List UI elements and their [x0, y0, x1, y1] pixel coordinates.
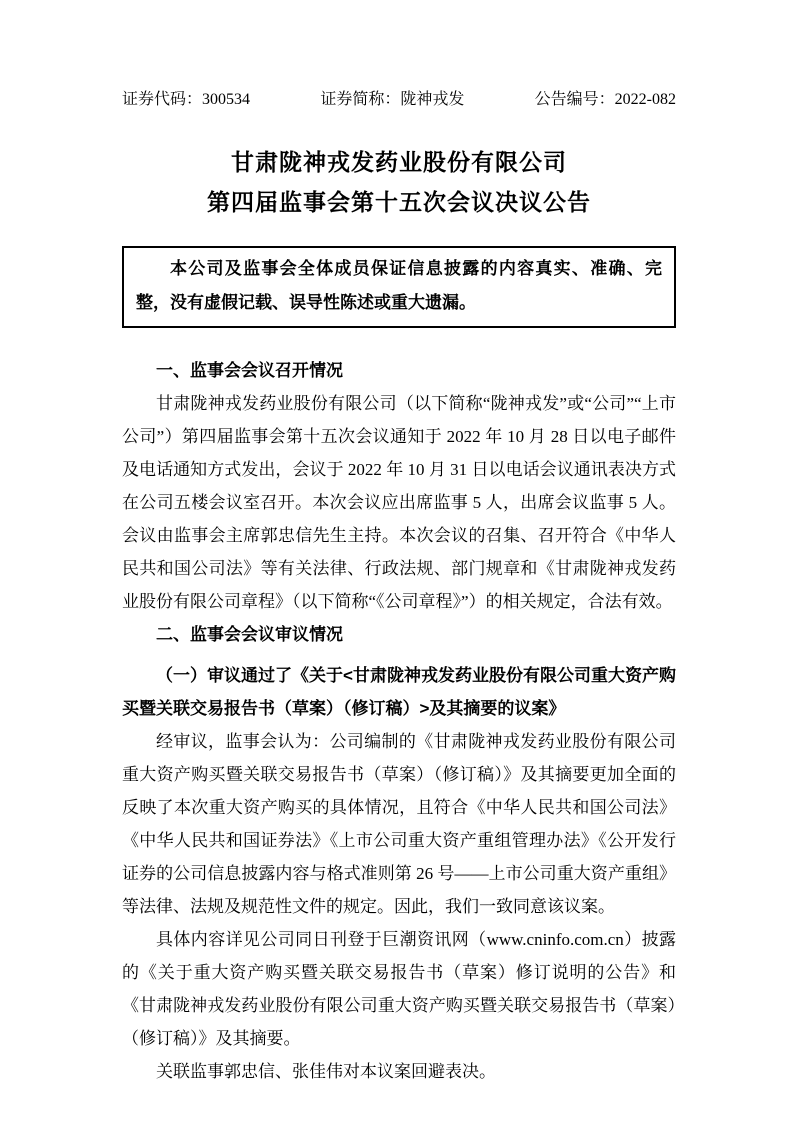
item-1-heading: （一）审议通过了《关于<甘肃陇神戎发药业股份有限公司重大资产购买暨关联交易报告书（草案）（修订稿）>及其摘要的议案》 [122, 666, 676, 718]
disclaimer-box [122, 246, 676, 328]
document-meta-row [122, 90, 676, 110]
document-body [122, 354, 676, 1088]
section-1-heading: 一、监事会会议召开情况 [156, 361, 343, 380]
stock-code: 证券代码：300534 [122, 91, 251, 108]
document-title-line1: 甘肃陇神戎发药业股份有限公司 [231, 149, 567, 175]
section-1-paragraph: 甘肃陇神戎发药业股份有限公司（以下简称“陇神戎发”或“公司”“上市公司”）第四届监事会第十五次会议通知于 2022 年 10 月 28 日以电子邮件及电话通知方式发出，会议于 2022 年 10 月 31 日以电话会议通讯表决方式在公司五楼会议室召开。本次会议应出席监事 5 人，出席会议监事 5 人。会议由监事会主席郭忠信先生主持。本次会议的召集、召开符合《中华人民共和国公司法》等有关法律、行政法规、部门规章和《甘肃陇神戎发药业股份有限公司章程》（以下简称“《公司章程》”）的相关规定，合法有效。 [122, 394, 676, 611]
stock-name: 证券简称：陇神戎发 [320, 91, 465, 108]
announcement-number: 公告编号：2022-082 [534, 91, 676, 108]
document-title-line2: 第四届监事会第十五次会议决议公告 [207, 189, 591, 215]
item-1-paragraph-2: 具体内容详见公司同日刊登于巨潮资讯网（www.cninfo.com.cn）披露的《关于重大资产购买暨关联交易报告书（草案）修订说明的公告》和《甘肃陇神戎发药业股份有限公司重大资产购买暨关联交易报告书（草案）（修订稿）》及其摘要。 [122, 930, 676, 1048]
document-title [122, 142, 676, 222]
disclaimer-text: 本公司及监事会全体成员保证信息披露的内容真实、准确、完整，没有虚假记载、误导性陈述或重大遗漏。 [136, 259, 662, 312]
item-1-paragraph-1: 经审议，监事会认为：公司编制的《甘肃陇神戎发药业股份有限公司重大资产购买暨关联交易报告书（草案）（修订稿）》及其摘要更加全面的反映了本次重大资产购买的具体情况，且符合《中华人民共和国公司法》《中华人民共和国证券法》《上市公司重大资产重组管理办法》《公开发行证券的公司信息披露内容与格式准则第 26 号——上市公司重大资产重组》等法律、法规及规范性文件的规定。因此，我们一致同意该议案。 [122, 732, 676, 916]
item-1-paragraph-3: 关联监事郭忠信、张佳伟对本议案回避表决。 [156, 1062, 496, 1081]
section-2-heading: 二、监事会会议审议情况 [156, 625, 343, 644]
